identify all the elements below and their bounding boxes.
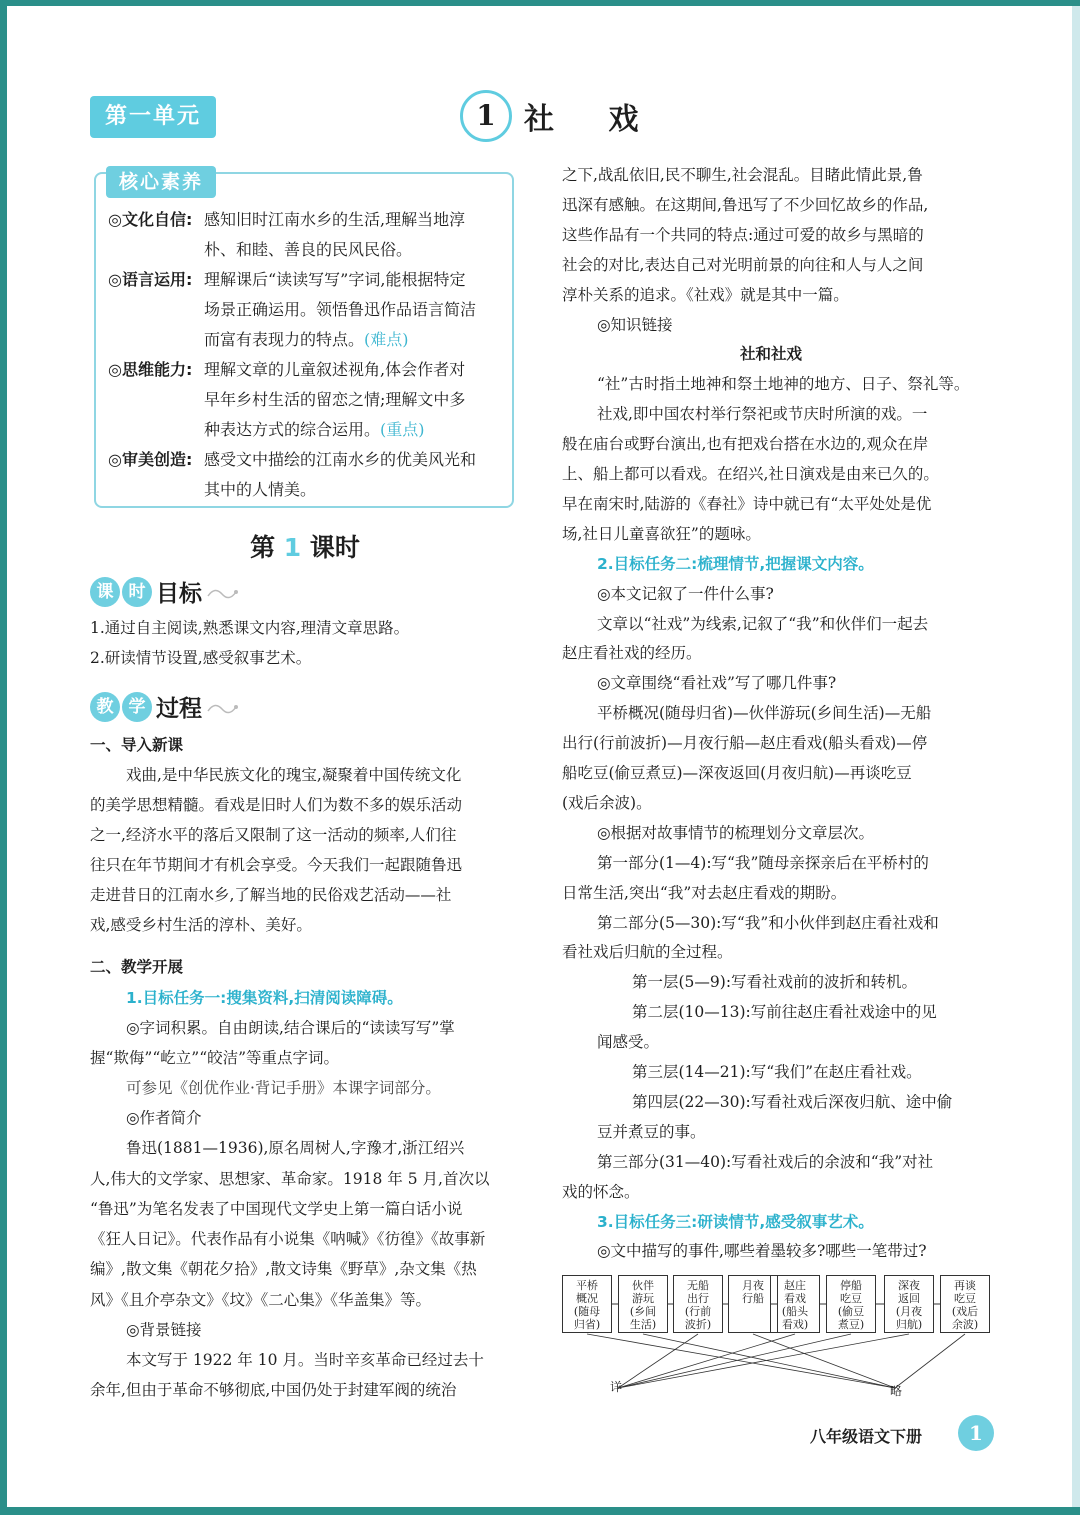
page-number: 1 bbox=[958, 1415, 994, 1451]
core-literacy-text: 感知旧时江南水乡的生活,理解当地淳 bbox=[204, 210, 466, 229]
heading-bubble: 教 bbox=[90, 692, 120, 722]
flow-box-text: (行前 bbox=[684, 1305, 712, 1318]
heading-bubble: 课 bbox=[90, 577, 120, 607]
flow-box-text: 返回 bbox=[898, 1292, 920, 1305]
body-text-line: 戏曲,是中华民族文化的瑰宝,凝聚着中国传统文化 bbox=[126, 766, 462, 784]
body-text-line: 一、导入新课 bbox=[90, 736, 184, 754]
body-text-line: 风》《且介亭杂文》《坟》《二心集》《华盖集》等。 bbox=[90, 1291, 432, 1309]
body-text-line: 1.目标任务一:搜集资料,扫清阅读障碍。 bbox=[126, 989, 403, 1007]
flow-box-text: (戏后 bbox=[951, 1305, 979, 1318]
body-text-line: ◎文中描写的事件,哪些着墨较多?哪些一笔带过? bbox=[597, 1242, 927, 1261]
body-text-line: 第三部分(31—40):写看社戏后的余波和“我”对社 bbox=[597, 1152, 934, 1171]
core-literacy-label: ◎语言运用: bbox=[108, 270, 193, 289]
body-text-line: 握“欺侮”“屹立”“皎洁”等重点字词。 bbox=[90, 1049, 340, 1067]
flow-box-text: 余波) bbox=[951, 1318, 979, 1331]
difficulty-tag: (难点) bbox=[364, 330, 409, 349]
body-text-line: 2.目标任务二:梳理情节,把握课文内容。 bbox=[597, 554, 874, 573]
body-text-line: 第四层(22—30):写看社戏后深夜归航、途中偷 bbox=[632, 1092, 953, 1111]
flow-box-text: 再谈 bbox=[954, 1279, 976, 1292]
body-text-line: 第一部分(1—4):写“我”随母亲探亲后在平桥村的 bbox=[597, 853, 929, 872]
body-text-line: ◎文章围绕“看社戏”写了哪几件事? bbox=[597, 674, 837, 693]
body-text-line: (戏后余波)。 bbox=[562, 793, 652, 812]
flow-connector bbox=[618, 1334, 698, 1388]
body-text-line: 走进昔日的江南水乡,了解当地的民俗戏艺活动——社 bbox=[90, 886, 452, 904]
flow-box-text: 月夜 bbox=[742, 1279, 764, 1292]
body-text-line: 二、教学开展 bbox=[90, 958, 184, 976]
flow-box-text: 归航) bbox=[895, 1318, 923, 1331]
flow-box-text: 归省) bbox=[573, 1318, 601, 1331]
body-text-line: 上、船上都可以看戏。在绍兴,社日演戏是由来已久的。 bbox=[562, 465, 939, 483]
body-text-line: 第三层(14—21):写“我们”在赵庄看社戏。 bbox=[632, 1063, 922, 1081]
flow-box-text: 波折) bbox=[684, 1318, 712, 1331]
flow-box-text: 停船 bbox=[840, 1279, 862, 1292]
body-text-line: 的美学思想精髓。看戏是旧时人们为数不多的娱乐活动 bbox=[90, 796, 463, 814]
body-text-line: 戏,感受乡村生活的淳朴、美好。 bbox=[90, 916, 312, 934]
flow-box-text: (偷豆 bbox=[837, 1305, 865, 1318]
flow-box-text: (船头 bbox=[781, 1305, 809, 1318]
flow-box-text: 生活) bbox=[629, 1318, 657, 1331]
flow-box-text: 煮豆) bbox=[837, 1318, 865, 1331]
body-text-line: 第一层(5—9):写看社戏前的波折和转机。 bbox=[632, 973, 918, 992]
body-text-line: “鲁迅”为笔名发表了中国现代文学史上第一篇白话小说 bbox=[90, 1200, 463, 1218]
body-text-line: 本文写于 1922 年 10 月。当时辛亥革命已经过去十 bbox=[126, 1351, 484, 1369]
grade-label: 八年级语文下册 bbox=[810, 1427, 923, 1446]
brief-label: 略 bbox=[890, 1384, 903, 1398]
flow-box-text: 平桥 bbox=[576, 1279, 598, 1292]
body-text-line: 之下,战乱依旧,民不聊生,社会混乱。目睹此情此景,鲁 bbox=[562, 166, 923, 184]
body-text-line: 余年,但由于革命不够彻底,中国仍处于封建军阀的统治 bbox=[90, 1381, 457, 1399]
body-text-line: 船吃豆(偷豆煮豆)—深夜返回(月夜归航)—再谈吃豆 bbox=[562, 764, 912, 782]
body-text-line: 社会的对比,表达自己对光明前景的向往和人与人之间 bbox=[562, 255, 924, 274]
body-text-line: 淳朴关系的追求。《社戏》就是其中一篇。 bbox=[562, 285, 849, 304]
body-text-line: 编》,散文集《朝花夕拾》,散文诗集《野草》,杂文集《热 bbox=[90, 1260, 477, 1278]
objective-item: 1.通过自主阅读,熟悉课文内容,理清文章思路。 bbox=[90, 619, 410, 637]
body-text-line: ◎字词积累。自由朗读,结合课后的“读读写写”掌 bbox=[126, 1019, 455, 1037]
flow-box-text: 游玩 bbox=[632, 1292, 654, 1305]
body-text-line: 早在南宋时,陆游的《春社》诗中就已有“太平处处是优 bbox=[562, 494, 932, 513]
flow-box-text: 赵庄 bbox=[784, 1279, 806, 1292]
flow-connector bbox=[618, 1334, 909, 1388]
body-text-line: 《狂人日记》。代表作品有小说集《呐喊》《彷徨》《故事新 bbox=[90, 1230, 486, 1248]
body-text-line: 人,伟大的文学家、思想家、革命家。1918 年 5 月,首次以 bbox=[90, 1170, 490, 1188]
flow-connector bbox=[895, 1334, 965, 1388]
lesson-number-badge: 1 bbox=[460, 90, 512, 142]
body-text-line: ◎本文记叙了一件什么事? bbox=[597, 584, 774, 603]
body-text-line: “社”古时指土地神和祭土地神的地方、日子、祭礼等。 bbox=[597, 375, 970, 394]
heading-text: 过程 bbox=[156, 696, 202, 722]
core-literacy-label: ◎文化自信: bbox=[108, 210, 193, 229]
flow-box-text: 行船 bbox=[742, 1292, 764, 1305]
body-text-line: 赵庄看社戏的经历。 bbox=[562, 644, 702, 663]
core-literacy-text: 理解课后“读读写写”字词,能根据特定 bbox=[204, 270, 466, 289]
period-prefix: 第 bbox=[250, 533, 276, 562]
body-text-line: 之一,经济水平的落后又限制了这一活动的频率,人们往 bbox=[90, 826, 457, 844]
body-text-line: ◎作者简介 bbox=[126, 1109, 202, 1127]
core-literacy-title: 核心素养 bbox=[106, 166, 216, 198]
body-text-line: 般在庙台或野台演出,也有把戏台搭在水边的,观众在岸 bbox=[562, 435, 929, 454]
core-literacy-label: ◎思维能力: bbox=[108, 360, 193, 379]
body-text-line: 社和社戏 bbox=[740, 345, 803, 364]
flow-box-text: 深夜 bbox=[898, 1279, 920, 1292]
lesson-title: 社 戏 bbox=[524, 102, 661, 137]
body-text-line: 戏的怀念。 bbox=[562, 1182, 640, 1201]
flow-box-text: 看戏 bbox=[784, 1292, 806, 1305]
body-text-line: 文章以“社戏”为线索,记叙了“我”和伙伴们一起去 bbox=[597, 614, 929, 633]
flow-box-text: 概况 bbox=[576, 1292, 598, 1305]
body-text-line: 平桥概况(随母归省)—伙伴游玩(乡间生活)—无船 bbox=[597, 704, 932, 723]
body-text-line: 往只在年节期间才有机会享受。今天我们一起跟随鲁迅 bbox=[90, 856, 463, 874]
body-text-line: 看社戏后归航的全过程。 bbox=[562, 943, 733, 962]
core-literacy-text: 其中的人情美。 bbox=[204, 480, 317, 499]
period-suffix: 课时 bbox=[309, 533, 360, 562]
core-literacy-text: 而富有表现力的特点。 bbox=[204, 330, 365, 349]
flow-box-text: 无船 bbox=[687, 1279, 709, 1292]
core-literacy-text: 朴、和睦、善良的民风民俗。 bbox=[204, 240, 413, 259]
flow-connector bbox=[587, 1334, 895, 1388]
core-literacy-text: 早年乡村生活的留恋之情;理解文中多 bbox=[204, 390, 466, 409]
period-number: 1 bbox=[283, 533, 302, 562]
difficulty-tag: (重点) bbox=[380, 420, 425, 439]
flow-box-text: (月夜 bbox=[895, 1305, 923, 1318]
detail-label: 详 bbox=[610, 1380, 623, 1394]
body-text-line: ◎背景链接 bbox=[126, 1321, 202, 1339]
flow-box-text: 吃豆 bbox=[840, 1292, 862, 1305]
flow-connector bbox=[753, 1334, 895, 1388]
flow-box-text: 吃豆 bbox=[954, 1292, 976, 1305]
body-text-line: 第二层(10—13):写前往赵庄看社戏途中的见 bbox=[632, 1003, 937, 1022]
body-text-line: ◎根据对故事情节的梳理划分文章层次。 bbox=[597, 823, 875, 842]
body-text-line: 这些作品有一个共同的特点:通过可爱的故乡与黑暗的 bbox=[562, 225, 924, 244]
body-text-line: 出行(行前波折)—月夜行船—赵庄看戏(船头看戏)—停 bbox=[562, 734, 928, 753]
body-text-line: 场,社日儿童喜欲狂”的题咏。 bbox=[562, 524, 761, 543]
heading-bubble: 时 bbox=[122, 577, 152, 607]
body-text-line: 闻感受。 bbox=[597, 1033, 660, 1052]
heading-text: 目标 bbox=[156, 581, 202, 607]
core-literacy-label: ◎审美创造: bbox=[108, 450, 193, 469]
flow-box-text: 伙伴 bbox=[632, 1279, 654, 1292]
core-literacy-text: 理解文章的儿童叙述视角,体会作者对 bbox=[204, 360, 466, 379]
core-literacy-text: 种表达方式的综合运用。 bbox=[204, 420, 381, 439]
body-text-line: 可参见《创优作业·背记手册》本课字词部分。 bbox=[126, 1079, 441, 1097]
flow-box-text: 出行 bbox=[687, 1292, 709, 1305]
core-literacy-text: 场景正确运用。领悟鲁迅作品语言简洁 bbox=[204, 300, 477, 319]
body-text-line: 鲁迅(1881—1936),原名周树人,字豫才,浙江绍兴 bbox=[126, 1139, 465, 1157]
flow-box-text: 看戏) bbox=[781, 1318, 809, 1331]
flow-box-text: (随母 bbox=[573, 1305, 601, 1318]
body-text-line: 第二部分(5—30):写“我”和小伙伴到赵庄看社戏和 bbox=[597, 913, 939, 932]
heading-bubble: 学 bbox=[122, 692, 152, 722]
body-text-line: 3.目标任务三:研读情节,感受叙事艺术。 bbox=[597, 1212, 874, 1231]
flow-box-text: (乡间 bbox=[629, 1305, 657, 1318]
core-literacy-text: 感受文中描绘的江南水乡的优美风光和 bbox=[204, 450, 477, 469]
body-text-line: 社戏,即中国农村举行祭祀或节庆时所演的戏。一 bbox=[597, 405, 928, 424]
flow-connector bbox=[618, 1334, 851, 1388]
body-text-line: ◎知识链接 bbox=[597, 315, 673, 334]
body-text-line: 迅深有感触。在这期间,鲁迅写了不少回忆故乡的作品, bbox=[562, 195, 929, 214]
objective-item: 2.研读情节设置,感受叙事艺术。 bbox=[90, 649, 312, 667]
body-text-line: 豆并煮豆的事。 bbox=[597, 1122, 706, 1141]
body-text-line: 日常生活,突出“我”对去赵庄看戏的期盼。 bbox=[562, 883, 847, 902]
unit-tag: 第一单元 bbox=[90, 96, 216, 138]
